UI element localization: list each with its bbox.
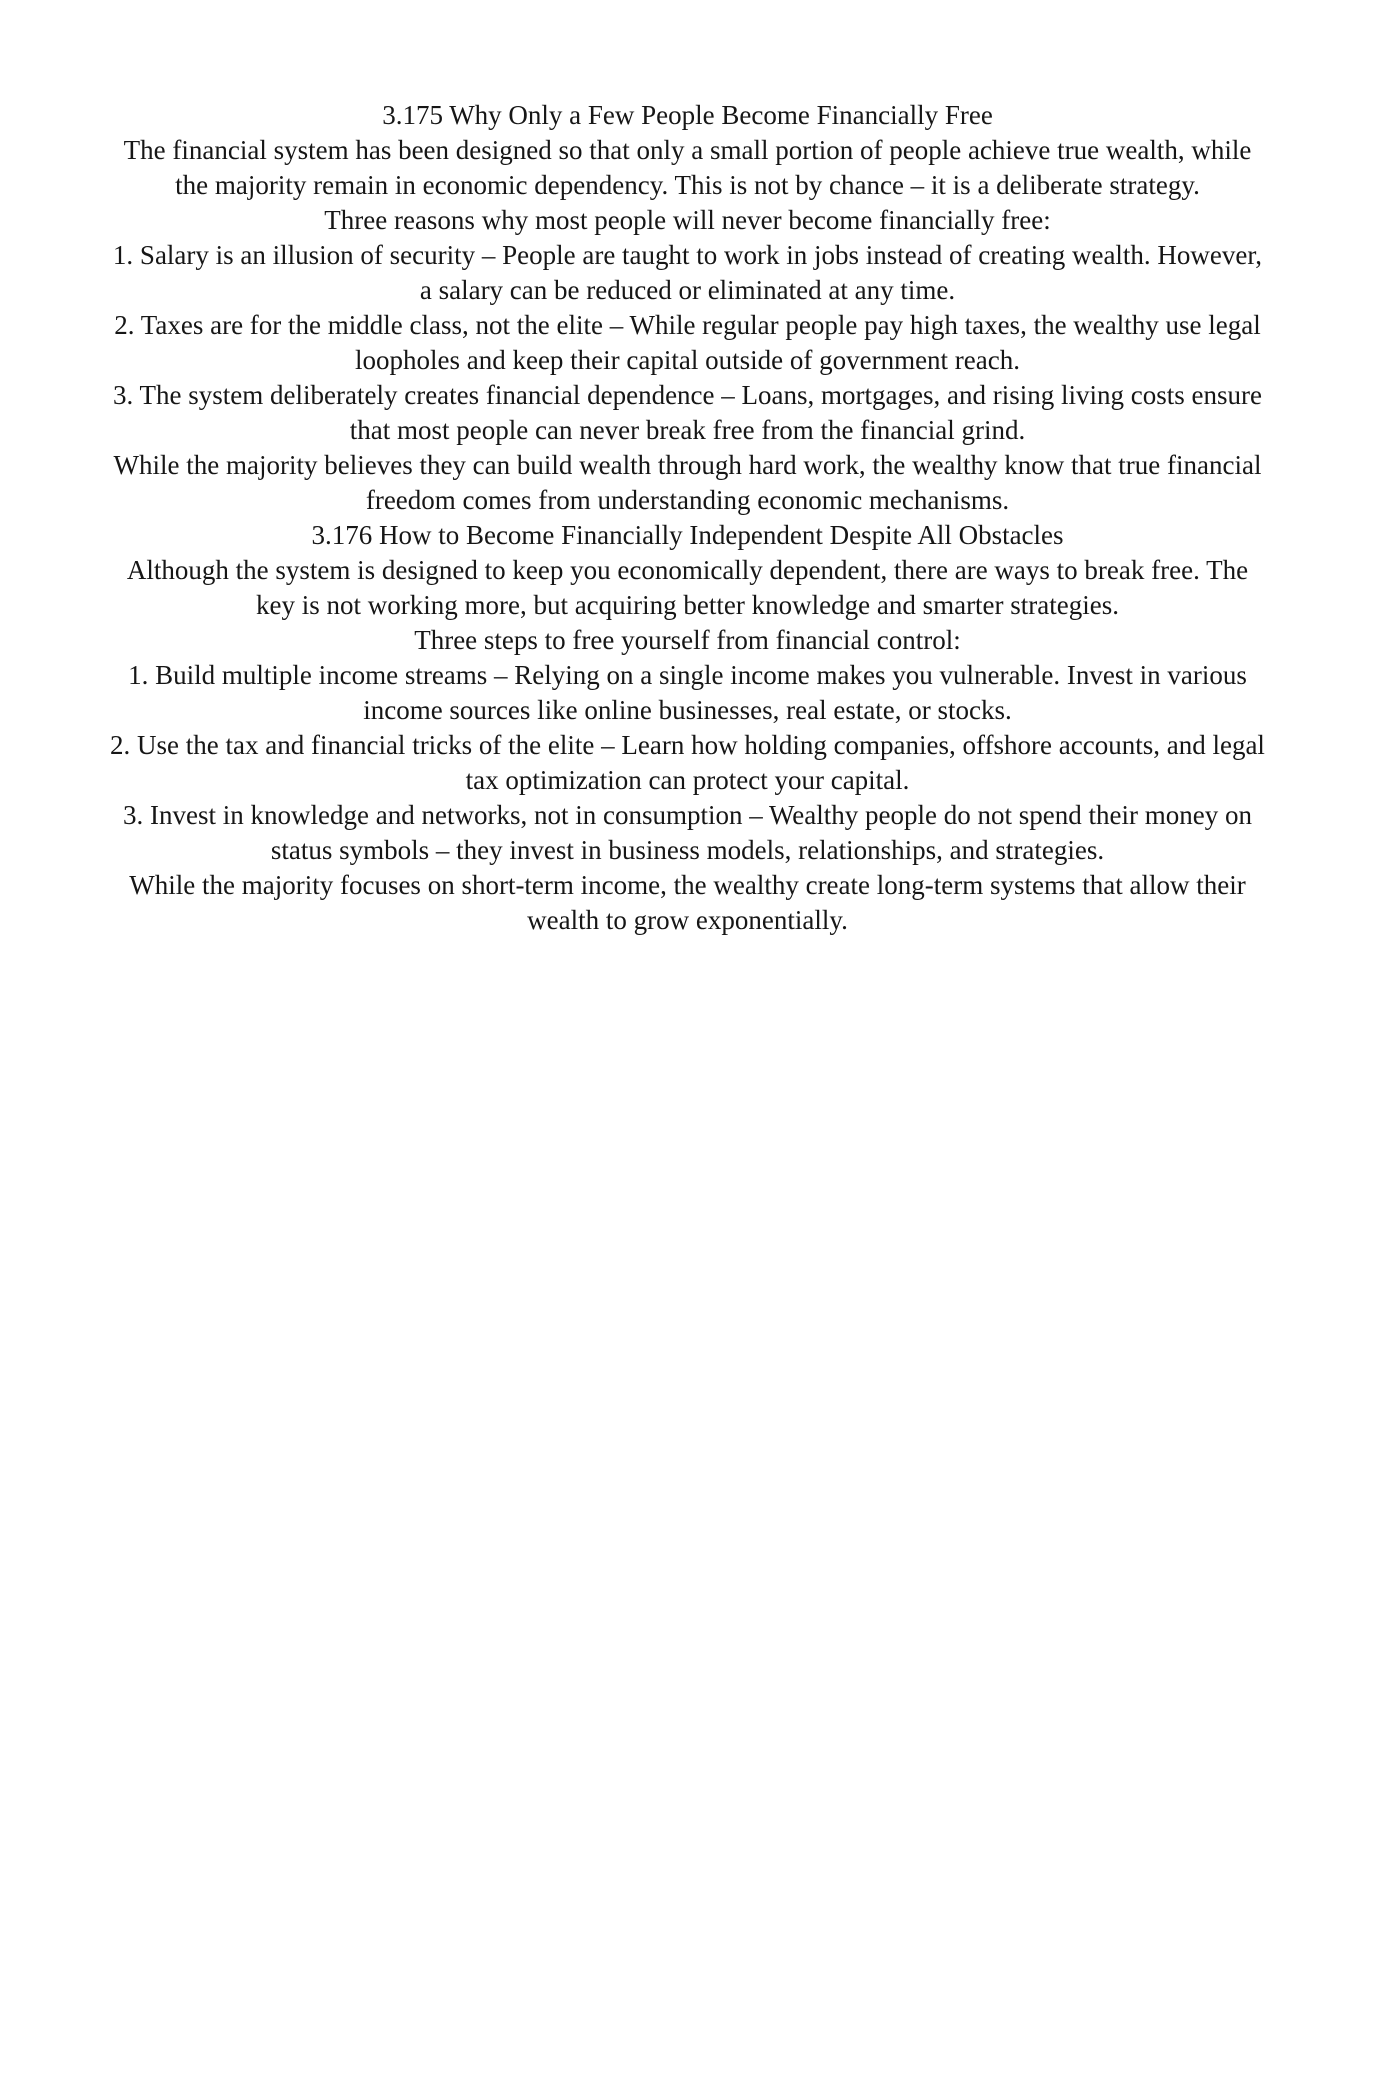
paragraph: Three reasons why most people will never become financially free: (324, 205, 1051, 235)
paragraph: Three steps to free yourself from financial control: (414, 625, 961, 655)
list-item-3: 3. Invest in knowledge and networks, not in consumption – Wealthy people do not spend their money on status symbols – they invest in business models, relationships, and strategies. (123, 800, 1252, 865)
document-content (0, 0, 1375, 938)
paragraph: While the majority focuses on short-term income, the wealthy create long-term systems that allow their wealth to grow exponentially. (129, 870, 1246, 935)
list-item-1: 1. Salary is an illusion of security – People are taught to work in jobs instead of creating wealth. However, a salary can be reduced or eliminated at any time. (112, 240, 1263, 305)
list-item-1: 1. Build multiple income streams – Relying on a single income makes you vulnerable. Invest in various income sources like online businesses, real estate, or stocks. (128, 660, 1247, 725)
list-item-2: 2. Use the tax and financial tricks of the elite – Learn how holding companies, offshore accounts, and legal tax optimization can protect your capital. (110, 730, 1265, 795)
paragraph: Although the system is designed to keep you economically dependent, there are ways to break free. The key is not working more, but acquiring better knowledge and smarter strategies. (126, 555, 1249, 620)
list-item-3: 3. The system deliberately creates financial dependence – Loans, mortgages, and rising living costs ensure that most people can never break free from the financial grind. (113, 380, 1262, 445)
list-item-2: 2. Taxes are for the middle class, not the elite – While regular people pay high taxes, the wealthy use legal loopholes and keep their capital outside of government reach. (114, 310, 1261, 375)
paragraph: The financial system has been designed so that only a small portion of people achieve true wealth, while the majority remain in economic dependency. This is not by chance – it is a deliberate strategy. (123, 135, 1252, 200)
paragraph: While the majority believes they can build wealth through hard work, the wealthy know that true financial freedom comes from understanding economic mechanisms. (113, 450, 1262, 515)
section-heading-3-175: 3.175 Why Only a Few People Become Financially Free (382, 100, 993, 130)
section-heading-3-176: 3.176 How to Become Financially Independent Despite All Obstacles (311, 520, 1064, 550)
